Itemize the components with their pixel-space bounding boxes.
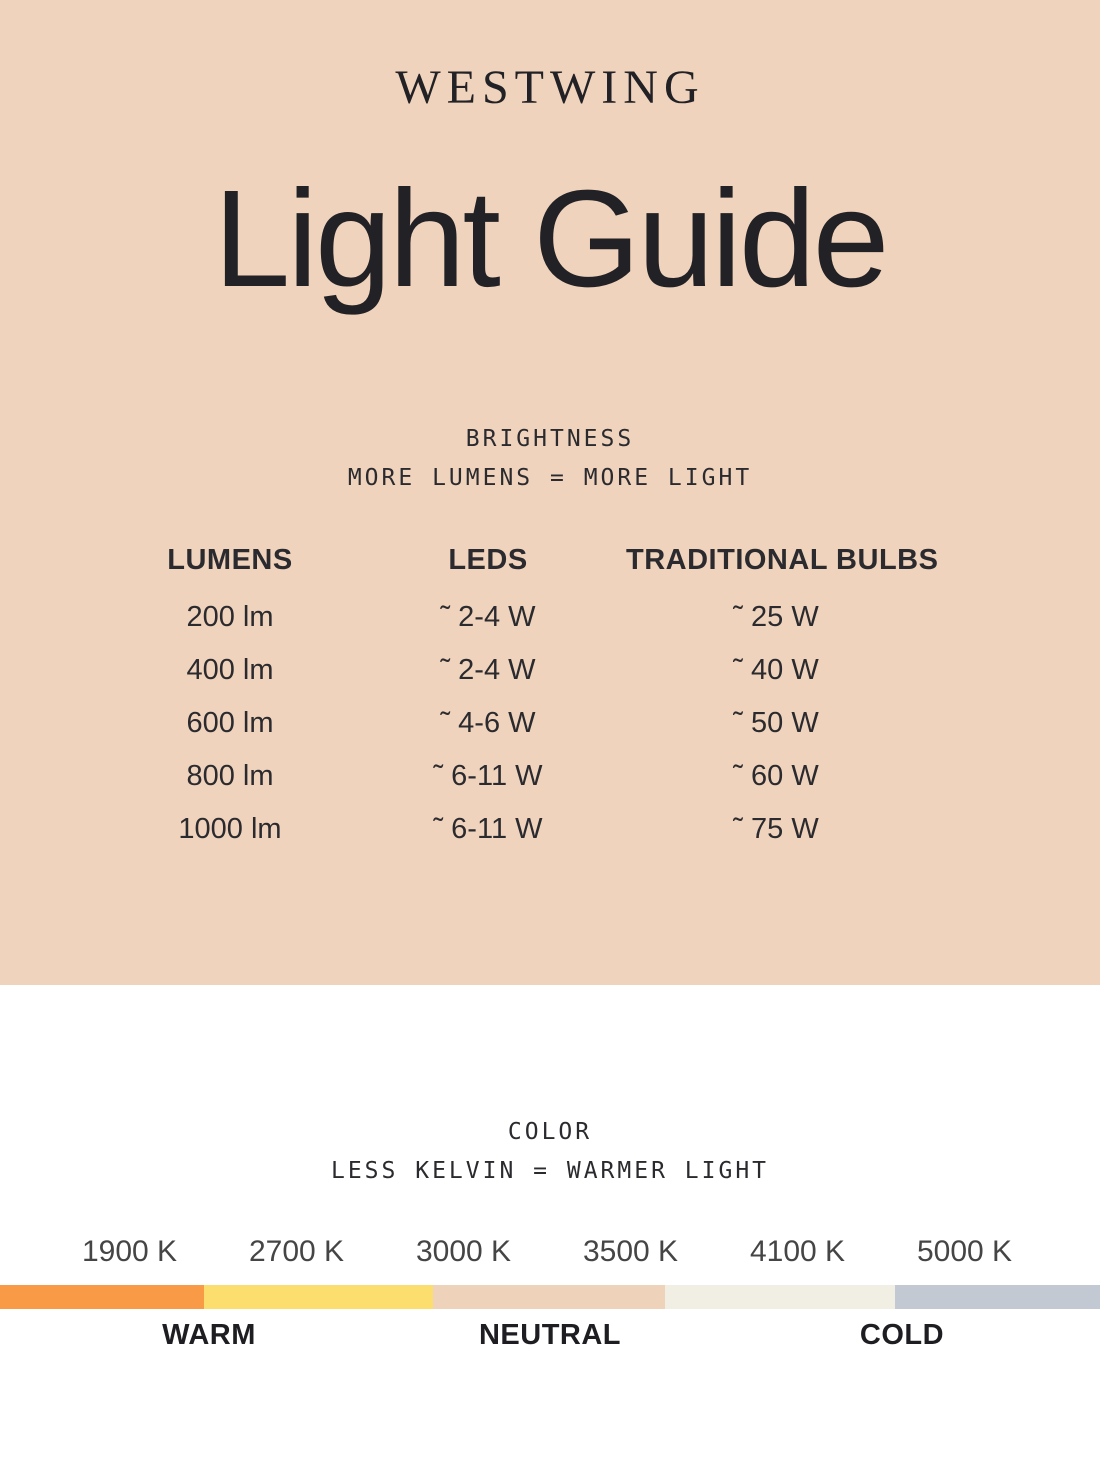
bulb-watt-value: ˜ 60 W [733, 760, 819, 793]
led-watt-value: ˜ 6-11 W [433, 813, 543, 846]
led-watt-value: ˜ 2-4 W [440, 654, 536, 687]
scale-segment-warm-yellow [204, 1285, 434, 1309]
kelvin-label: 5000 K [916, 1235, 1013, 1269]
color-temperature-section [0, 985, 1100, 1467]
temp-label-neutral: NEUTRAL [478, 1319, 622, 1352]
table-row [110, 803, 926, 856]
bulb-watt-value: ˜ 40 W [733, 654, 819, 687]
lumens-value: 600 lm [186, 707, 274, 740]
led-watt-value: ˜ 4-6 W [440, 707, 536, 740]
scale-segment-cold-blue [895, 1285, 1100, 1309]
led-watt-value: ˜ 2-4 W [440, 601, 536, 634]
bulb-watt-value: ˜ 25 W [733, 601, 819, 634]
table-body [110, 591, 926, 856]
bulb-watt-value: ˜ 50 W [733, 707, 819, 740]
scale-segment-neutral-tan [433, 1285, 665, 1309]
kelvin-label: 3000 K [415, 1235, 512, 1269]
kelvin-scale-labels [0, 1235, 1100, 1269]
kelvin-label: 2700 K [248, 1235, 345, 1269]
temp-label-warm: WARM [162, 1319, 256, 1352]
brightness-caption-line2: MORE LUMENS = MORE LIGHT [347, 465, 753, 492]
kelvin-label: 1900 K [81, 1235, 178, 1269]
lumens-value: 800 lm [186, 760, 274, 793]
color-caption-line1: COLOR [507, 1119, 593, 1145]
color-caption [0, 1113, 1100, 1191]
table-row [110, 591, 926, 644]
temperature-labels [0, 1319, 1100, 1353]
lumens-value: 1000 lm [178, 813, 282, 846]
table-row [110, 750, 926, 803]
bulb-watt-value: ˜ 75 W [733, 813, 819, 846]
lumens-wattage-table [110, 544, 939, 856]
brightness-caption [0, 420, 1100, 498]
table-row [110, 697, 926, 750]
column-header-lumens: LUMENS [167, 544, 293, 577]
lumens-value: 200 lm [186, 601, 274, 634]
column-header-leds: LEDS [448, 544, 528, 577]
temp-label-cold: COLD [859, 1319, 945, 1352]
brightness-caption-line1: BRIGHTNESS [465, 426, 635, 452]
kelvin-label: 3500 K [582, 1235, 679, 1269]
color-caption-line2: LESS KELVIN = WARMER LIGHT [330, 1158, 770, 1185]
brand-logo: WESTWING [395, 61, 705, 114]
lumens-value: 400 lm [186, 654, 274, 687]
table-row [110, 644, 926, 697]
scale-segment-neutral-cream [665, 1285, 895, 1309]
color-temperature-scale-bar [0, 1285, 1100, 1309]
kelvin-label: 4100 K [749, 1235, 846, 1269]
scale-segment-warm-orange [0, 1285, 204, 1309]
column-header-traditional-bulbs: TRADITIONAL BULBS [626, 544, 939, 577]
table-header-row [110, 544, 939, 577]
led-watt-value: ˜ 6-11 W [433, 760, 543, 793]
page-title: Light Guide [213, 162, 887, 316]
